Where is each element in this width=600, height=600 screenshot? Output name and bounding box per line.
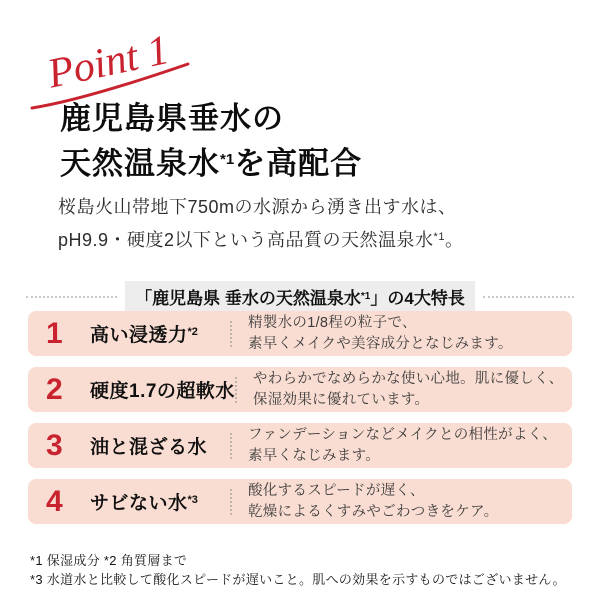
- heading-line2-tail: を高配合: [234, 146, 363, 181]
- footnote-line2: *3 水道水と比較して酸化スピードが遅いこと。肌への効果を示すものではございません。: [30, 572, 566, 587]
- feature-list: [28, 311, 572, 535]
- feature-row-4: [28, 479, 572, 524]
- feature-desc-line1: 精製水の1/8程の粒子で、: [248, 314, 417, 331]
- feature-desc-line1: 酸化するスピードが遅く、: [248, 482, 425, 499]
- section-header-footnote-marker: *1: [360, 291, 371, 302]
- lead-line1: 桜島火山帯地下750mの水源から湧き出す水は、: [58, 197, 457, 217]
- section-header-text: 「鹿児島県 垂水の天然温泉水: [135, 289, 361, 308]
- lead-line2-tail: 。: [444, 230, 464, 250]
- feature-row-3: [28, 423, 572, 468]
- footnote-line1: *1 保湿成分 *2 角質層まで: [30, 553, 188, 568]
- feature-description: [248, 425, 557, 467]
- feature-label: [90, 320, 230, 347]
- footnotes: [30, 551, 566, 589]
- feature-desc-line2: 保湿効果に優れています。: [252, 391, 430, 408]
- dotted-rule-right: [483, 296, 574, 298]
- feature-desc-line2: 素早くメイクや美容成分となじみます。: [248, 335, 513, 352]
- feature-desc-line2: 乾燥によるくすみやごわつきをケア。: [248, 503, 499, 520]
- feature-desc-line1: やわらかでなめらかな使い心地。肌に優しく、: [252, 370, 564, 387]
- feature-number: 3: [46, 428, 63, 462]
- lead-paragraph: [58, 192, 463, 255]
- section-header-text-tail: 」の4大特長: [370, 289, 465, 308]
- point-label: Point 1: [43, 27, 174, 98]
- feature-number: 2: [46, 372, 63, 406]
- heading-footnote-marker: *1: [220, 151, 235, 168]
- heading-line1: 鹿児島県垂水の: [60, 101, 284, 136]
- lead-line2: pH9.9・硬度2以下という高品質の天然温泉水: [58, 230, 434, 250]
- feature-divider: [230, 433, 232, 459]
- main-heading: [60, 98, 362, 184]
- section-header: [0, 281, 600, 313]
- feature-label-text: 硬度1.7の超軟水: [90, 381, 235, 402]
- lead-footnote-marker: *1: [433, 231, 445, 243]
- section-header-box: [125, 281, 475, 313]
- feature-number: 1: [46, 316, 63, 350]
- feature-description: [248, 481, 498, 523]
- dotted-rule-left: [26, 296, 117, 298]
- feature-label-text: 油と混ざる水: [90, 437, 208, 458]
- feature-description: [253, 369, 564, 411]
- feature-label: [90, 488, 230, 515]
- feature-label: [90, 432, 230, 459]
- feature-number: 4: [46, 484, 63, 518]
- feature-divider: [230, 489, 232, 515]
- feature-label: [90, 376, 235, 403]
- feature-row-1: [28, 311, 572, 356]
- feature-desc-line1: ファンデーションなどメイクとの相性がよく、: [248, 426, 558, 443]
- feature-label-text: サビない水: [90, 493, 188, 514]
- feature-divider: [235, 377, 237, 403]
- heading-line2: 天然温泉水: [60, 146, 220, 181]
- feature-divider: [230, 321, 232, 347]
- feature-desc-line2: 素早くなじみます。: [248, 447, 381, 464]
- feature-label-footnote-marker: *3: [187, 494, 198, 506]
- feature-description: [248, 313, 513, 355]
- feature-label-footnote-marker: *2: [187, 326, 198, 338]
- feature-label-text: 高い浸透力: [90, 325, 188, 346]
- feature-row-2: [28, 367, 572, 412]
